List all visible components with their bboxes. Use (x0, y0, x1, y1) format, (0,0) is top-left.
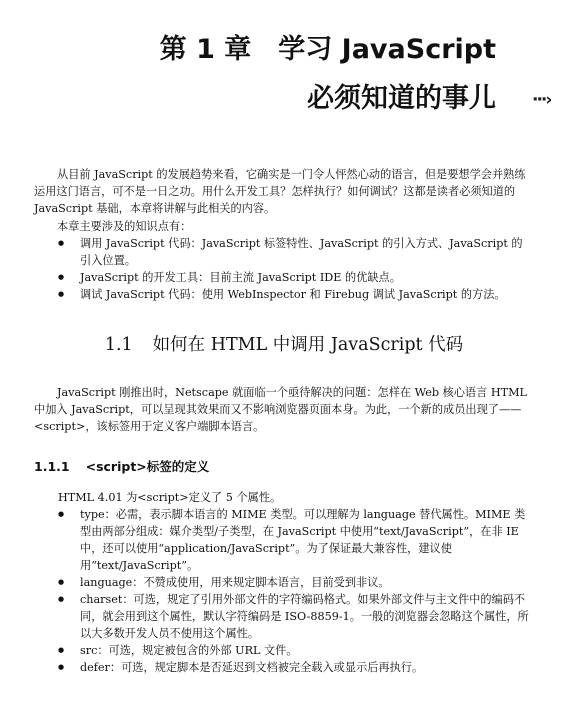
attribute-bullet-list (58, 506, 532, 676)
list-item: ● language：不赞成使用，用来规定脚本语言，目前受到非议。 (58, 574, 532, 591)
chapter-title-line-1: 第 1 章 学习 JavaScript (159, 34, 496, 65)
chapter-title-line-2: 必须知道的事儿 (307, 83, 496, 114)
arrow-icon: ···› (532, 90, 551, 110)
list-item: ● 调用 JavaScript 代码：JavaScript 标签特性、JavaScript 的引入方式、JavaScript 的引入位置。 (58, 235, 532, 269)
intro-paragraph: 从目前 JavaScript 的发展趋势来看，它确实是一门令人怦然心动的语言，但是要想学会并熟练运用这门语言，可不是一日之功。用什么开发工具？怎样执行？如何调试？这都是读者必须知道的 JavaScript 基础，本章将讲解与此相关的内容。 (34, 168, 526, 215)
intro-lead: 本章主要涉及的知识点有： (57, 220, 192, 233)
section-1-1-paragraph: JavaScript 刚推出时，Netscape 就面临一个亟待解决的问题：怎样在 Web 核心语言 HTML 中加入 JavaScript，可以呈现其效果而又不影响浏览器页面本身。为此，一个新的成员出现了——<script>，该标签用于定义客户端脚本语言。 (34, 386, 527, 433)
section-heading-1-1-1 (34, 458, 209, 476)
list-item: ● JavaScript 的开发工具：目前主流 JavaScript IDE 的优缺点。 (58, 269, 532, 286)
list-item: ● defer：可选，规定脚本是否延迟到文档被完全载入或显示后再执行。 (58, 659, 532, 676)
list-item: ● 调试 JavaScript 代码：使用 WebInspector 和 Firebug 调试 JavaScript 的方法。 (58, 286, 532, 303)
section-title: <script>标签的定义 (85, 459, 210, 474)
list-item: ● charset：可选，规定了引用外部文件的字符编码格式。如果外部文件与主文件中的编码不同，就会用到这个属性，默认字符编码是 ISO-8859-1。一般的浏览器会忽略这个属性，所以大多数开发人员不使用这个属性。 (58, 591, 532, 642)
list-item: ● type：必需，表示脚本语言的 MIME 类型。可以理解为 language 替代属性。MIME 类型由两部分组成：媒介类型/子类型，在 JavaScript 中使用“text/JavaScript”，在非 IE 中，还可以使用“application/JavaScript”。为了保证最大兼容性，建议使用“text/JavaScript”。 (58, 506, 532, 574)
section-1-1-1-lead: HTML 4.01 为<script>定义了 5 个属性。 (58, 491, 282, 504)
section-number: 1.1 (104, 335, 133, 355)
section-heading-1-1 (0, 333, 568, 357)
list-item: ● src：可选，规定被包含的外部 URL 文件。 (58, 642, 532, 659)
section-number: 1.1.1 (34, 459, 70, 474)
section-title: 如何在 HTML 中调用 JavaScript 代码 (152, 335, 464, 355)
intro-bullet-list (58, 235, 532, 303)
